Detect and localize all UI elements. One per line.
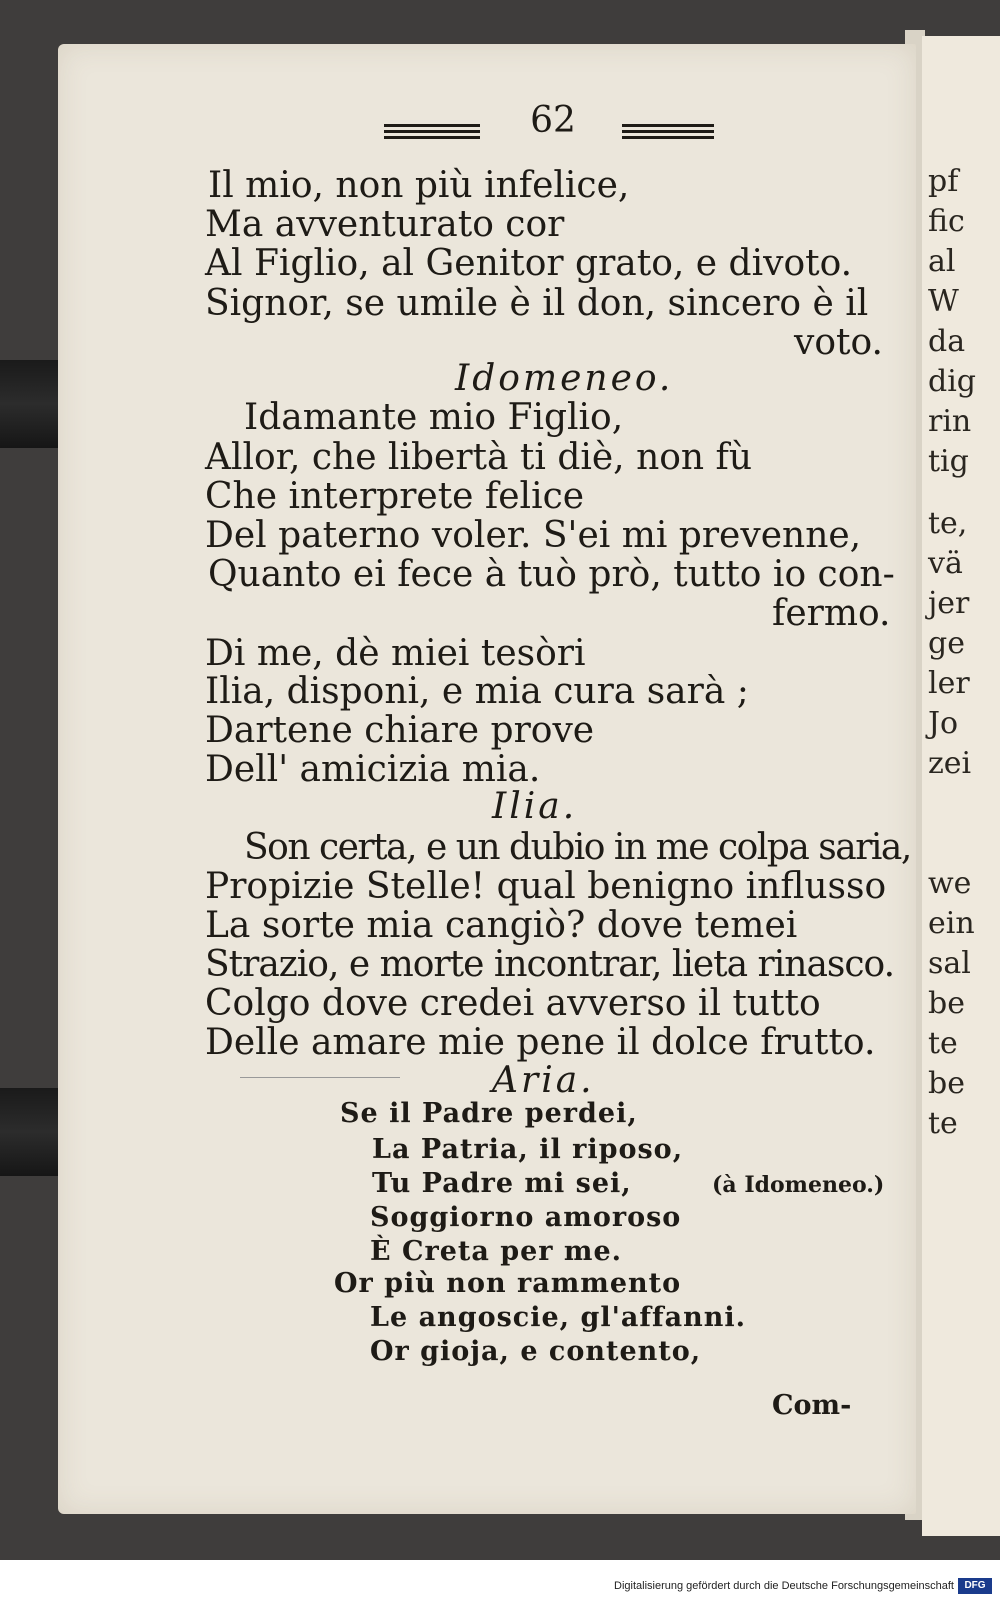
- text-line: Ma avventurato cor: [205, 204, 565, 245]
- footer-bar: [0, 1560, 1000, 1602]
- next-page-fragment: W: [928, 284, 959, 319]
- next-page-fragment: Jo: [928, 706, 959, 741]
- next-page-fragment: ler: [928, 666, 970, 701]
- next-page-fragment: be: [928, 1066, 965, 1101]
- speaker-ilia: Ilia.: [492, 786, 578, 827]
- next-page-fragment: jer: [928, 586, 970, 621]
- aria-line: È Creta per me.: [370, 1236, 623, 1267]
- next-page-fragment: dig: [928, 364, 977, 399]
- text-line: Allor, che libertà ti diè, non fù: [205, 437, 753, 478]
- next-page-fragment: we: [928, 866, 972, 901]
- text-line: Dell' amicizia mia.: [205, 749, 541, 790]
- text-line: Del paterno voler. S'ei mi prevenne,: [205, 515, 862, 556]
- speaker-idomeneo: Idomeneo.: [455, 358, 674, 399]
- catchword: Com-: [772, 1390, 852, 1421]
- text-line: Son certa, e un dubio in me colpa saria,: [244, 827, 911, 868]
- aria-heading: Aria.: [492, 1060, 595, 1101]
- next-page-fragment: al: [928, 244, 956, 279]
- text-line: La sorte mia cangiò? dove temei: [205, 905, 798, 946]
- divider: [240, 1077, 400, 1078]
- next-page-fragment: pf: [928, 164, 959, 199]
- text-line: Che interprete felice: [205, 476, 585, 517]
- next-page-fragment: te: [928, 1106, 958, 1141]
- aria-line: Le angoscie, gl'affanni.: [370, 1302, 746, 1333]
- text-line: Ilia, disponi, e mia cura sarà ;: [205, 671, 749, 712]
- aria-line: Or gioja, e contento,: [370, 1336, 702, 1367]
- text-line: Propizie Stelle! qual benigno influsso: [205, 866, 887, 907]
- next-page-fragment: be: [928, 986, 965, 1021]
- next-page-fragment: rin: [928, 404, 972, 439]
- next-page-fragment: te: [928, 1026, 958, 1061]
- footer-credit: Digitalisierung gefördert durch die Deutsche Forschungsgemeinschaft: [614, 1580, 954, 1592]
- text-line: Signor, se umile è il don, sincero è il: [205, 283, 869, 324]
- aria-line: Se il Padre perdei,: [340, 1098, 638, 1129]
- aria-line: Tu Padre mi sei,: [372, 1168, 632, 1199]
- next-page-fragment: vä: [928, 546, 963, 581]
- aria-line: Soggiorno amoroso: [370, 1202, 682, 1233]
- text-line: Di me, dè miei tesòri: [205, 633, 586, 674]
- dfg-logo: DFG: [958, 1578, 992, 1594]
- aria-line: La Patria, il riposo,: [372, 1134, 684, 1165]
- next-page-fragment: ein: [928, 906, 975, 941]
- text-line: Colgo dove credei avverso il tutto: [205, 983, 821, 1024]
- next-page-fragment: da: [928, 324, 966, 359]
- text-line: fermo.: [772, 593, 891, 634]
- page-number: 62: [530, 100, 576, 141]
- next-page-edge: [922, 36, 1000, 1536]
- aria-line: Or più non rammento: [334, 1268, 682, 1299]
- text-line: Al Figlio, al Genitor grato, e divoto.: [205, 243, 853, 284]
- text-line: Delle amare mie pene il dolce frutto.: [205, 1022, 876, 1063]
- next-page-fragment: zei: [928, 746, 972, 781]
- next-page-fragment: te,: [928, 506, 968, 541]
- stage-direction: (à Idomeneo.): [712, 1172, 885, 1198]
- text-line: Il mio, non più infelice,: [208, 165, 630, 206]
- text-line: Idamante mio Figlio,: [244, 397, 624, 438]
- next-page-fragment: fic: [928, 204, 965, 239]
- next-page-fragment: sal: [928, 946, 971, 981]
- text-line: voto.: [794, 322, 883, 363]
- header-rule-right: [622, 124, 714, 140]
- next-page-fragment: tig: [928, 444, 969, 479]
- text-line: Dartene chiare prove: [205, 710, 595, 751]
- text-line: Quanto ei fece à tuò prò, tutto io con-: [208, 554, 895, 595]
- next-page-fragment: ge: [928, 626, 965, 661]
- text-line: Strazio, e morte incontrar, lieta rinasco.: [205, 944, 895, 985]
- header-rule-left: [384, 124, 480, 140]
